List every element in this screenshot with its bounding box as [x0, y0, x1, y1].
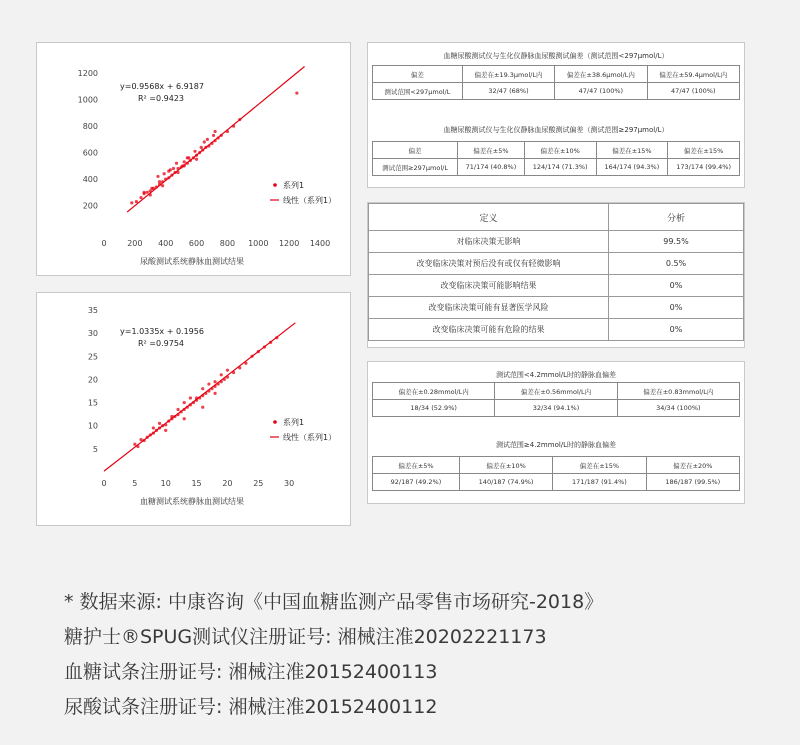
x-axis-label: 血糖测试系统静脉血测试结果 [140, 497, 244, 506]
table-cell: 186/187 (99.5%) [646, 474, 739, 491]
x-tick-label: 0 [101, 239, 107, 248]
uric-acid-deviation-table-panel [367, 42, 745, 188]
data-point [213, 380, 216, 383]
table-cell: 0.5% [609, 253, 744, 275]
regression-equation: y=1.0335x + 0.1956 [120, 327, 204, 336]
table-header: 定义 [369, 204, 609, 231]
table-cell: 32/34 (94.1%) [495, 400, 617, 417]
table-row [369, 275, 744, 297]
y-tick-label: 25 [87, 352, 98, 362]
table-cell: 偏差在±5% [373, 457, 460, 474]
table-cell: 偏差 [373, 142, 458, 159]
data-point [206, 138, 209, 141]
data-point [203, 140, 206, 143]
data-point [207, 382, 210, 385]
uric-acid-scatter-chart [37, 43, 350, 275]
data-point [167, 170, 170, 173]
data-point [143, 191, 146, 194]
table-cell: 34/34 (100%) [617, 400, 739, 417]
table1-caption-a: 血糖尿酸测试仪与生化仪静脉血尿酸测试偏差（测试范围<297μmol/L） [443, 52, 669, 60]
y-tick-label: 400 [82, 175, 98, 185]
table1-b [372, 141, 740, 176]
r-squared-label: R² =0.9754 [138, 339, 185, 348]
table3-a [372, 382, 740, 417]
table-cell: 47/47 (100%) [555, 83, 647, 100]
uric-acid-strip-registration-note: 尿酸试条注册证号: 湘械注准20152400112 [64, 696, 438, 718]
table-cell: 0% [609, 275, 744, 297]
table-cell: 173/174 (99.4%) [668, 159, 740, 176]
x-tick-label: 600 [188, 239, 205, 248]
trend-line [104, 323, 295, 471]
legend-point-marker [273, 420, 277, 424]
data-point [150, 187, 153, 190]
glucose-strip-registration-note: 血糖试条注册证号: 湘械注准20152400113 [64, 661, 438, 683]
data-point [158, 422, 161, 425]
table-cell: 偏差 [373, 66, 463, 83]
y-tick-label: 800 [82, 122, 98, 132]
data-point [183, 160, 186, 163]
table-cell: 124/174 (71.3%) [524, 159, 596, 176]
table3-caption-a: 测试范围<4.2mmol/L时的静脉血偏差 [495, 371, 617, 379]
table-cell: 偏差在±5% [458, 142, 525, 159]
table-cell: 偏差在±19.3μmol/L内 [462, 66, 554, 83]
legend-label: 线性（系列1） [283, 196, 337, 205]
table3-caption-b: 测试范围≥4.2mmol/L时的静脉血偏差 [495, 441, 617, 449]
table-cell: 0% [609, 297, 744, 319]
data-point [200, 146, 203, 149]
table-cell: 偏差在±15% [596, 142, 668, 159]
legend-label: 系列1 [283, 418, 305, 427]
clinical-impact-table-panel [367, 202, 745, 348]
data-point [176, 408, 179, 411]
x-tick-label: 200 [127, 239, 143, 248]
data-point [220, 373, 223, 376]
data-point [213, 392, 216, 395]
table-cell: 18/34 (52.9%) [373, 400, 495, 417]
table-cell: 偏差在±0.56mmol/L内 [495, 383, 617, 400]
x-tick-label: 1000 [248, 239, 269, 248]
table-cell: 99.5% [609, 231, 744, 253]
table-row [369, 319, 744, 341]
data-point [133, 443, 136, 446]
data-point [213, 130, 216, 133]
table-cell: 偏差在±59.4μmol/L内 [647, 66, 739, 83]
table-cell: 92/187 (49.2%) [373, 474, 460, 491]
table-cell: 改变临床决策对预后没有或仅有轻微影响 [369, 253, 609, 275]
data-point [175, 162, 178, 165]
table-cell: 32/47 (68%) [462, 83, 554, 100]
data-point [152, 426, 155, 429]
table-cell: 偏差在±0.28mmol/L内 [373, 383, 495, 400]
data-point [212, 134, 215, 137]
clinical-impact-table [368, 203, 744, 341]
table-cell: 改变临床决策可能有危险的结果 [369, 319, 609, 341]
table-cell: 偏差在±15% [553, 457, 646, 474]
data-point [164, 429, 167, 432]
table-cell: 47/47 (100%) [647, 83, 739, 100]
x-tick-label: 0 [101, 479, 107, 488]
table-row [369, 253, 744, 275]
y-tick-label: 200 [82, 201, 98, 211]
x-tick-label: 25 [253, 479, 264, 488]
y-tick-label: 20 [87, 375, 98, 385]
y-tick-label: 5 [92, 444, 98, 454]
table-cell: 164/174 (94.3%) [596, 159, 668, 176]
x-tick-label: 400 [158, 239, 174, 248]
r-squared-label: R² =0.9423 [138, 94, 185, 103]
table-cell: 偏差在±10% [459, 457, 552, 474]
y-tick-label: 35 [87, 306, 98, 315]
uric-acid-chart-panel [36, 42, 351, 276]
data-point [195, 158, 198, 161]
table-cell: 140/187 (74.9%) [459, 474, 552, 491]
table3-b [372, 456, 740, 491]
y-tick-label: 1200 [77, 69, 98, 79]
table-cell: 偏差在±10% [524, 142, 596, 159]
glucose-chart-panel [36, 292, 351, 526]
table-cell: 对临床决策无影响 [369, 231, 609, 253]
x-tick-label: 1200 [278, 239, 300, 248]
data-point [226, 369, 229, 372]
table-row [369, 231, 744, 253]
table-cell: 测试范围≥297μmol/L [373, 159, 458, 176]
data-point [183, 417, 186, 420]
x-tick-label: 30 [284, 479, 295, 488]
legend-point-marker [273, 183, 277, 187]
y-tick-label: 15 [87, 398, 98, 408]
data-point [146, 191, 149, 194]
table-cell: 偏差在±38.6μmol/L内 [555, 66, 647, 83]
regression-equation: y=0.9568x + 6.9187 [120, 82, 204, 91]
table-header: 分析 [609, 204, 744, 231]
data-point [158, 180, 161, 183]
data-point [139, 196, 142, 199]
table-cell: 偏差在±0.83mmol/L内 [617, 383, 739, 400]
table1-caption-b: 血糖尿酸测试仪与生化仪静脉血尿酸测试偏差（测试范围≥297μmol/L） [443, 126, 669, 134]
table-cell: 171/187 (91.4%) [553, 474, 646, 491]
table1-a [372, 65, 740, 100]
data-point [135, 200, 138, 203]
x-tick-label: 800 [219, 239, 236, 248]
footnotes [64, 585, 603, 725]
data-point [139, 438, 142, 441]
legend-label: 线性（系列1） [283, 433, 337, 442]
y-tick-label: 10 [87, 421, 98, 431]
legend-label: 系列1 [283, 181, 305, 190]
table-cell: 71/174 (40.8%) [458, 159, 525, 176]
table-cell: 改变临床决策可能有显著医学风险 [369, 297, 609, 319]
table-cell: 改变临床决策可能影响结果 [369, 275, 609, 297]
data-source-note: * 数据来源: 中康咨询《中国血糖监测产品零售市场研究-2018》 [64, 591, 604, 613]
x-axis-label: 尿酸测试系统静脉血测试结果 [140, 257, 244, 266]
table-cell: 测试范围<297μmol/L [373, 83, 463, 100]
data-point [201, 387, 204, 390]
x-tick-label: 15 [191, 479, 202, 488]
y-tick-label: 1000 [77, 95, 98, 105]
x-tick-label: 10 [160, 479, 171, 488]
glucose-deviation-table-panel [367, 361, 745, 504]
table-cell: 0% [609, 319, 744, 341]
data-point [201, 406, 204, 409]
y-tick-label: 600 [82, 148, 98, 158]
data-point [156, 175, 159, 178]
data-point [295, 91, 298, 94]
table-cell: 偏差在±20% [646, 457, 739, 474]
data-point [172, 167, 175, 170]
data-point [163, 172, 166, 175]
data-point [189, 396, 192, 399]
x-tick-label: 1400 [309, 239, 331, 248]
glucose-scatter-chart [37, 293, 350, 525]
data-point [183, 401, 186, 404]
table-cell: 偏差在±15% [668, 142, 740, 159]
table-row [369, 297, 744, 319]
data-point [130, 201, 133, 204]
x-tick-label: 20 [222, 479, 233, 488]
x-tick-label: 5 [132, 479, 138, 488]
device-registration-note: 糖护士®SPUG测试仪注册证号: 湘械注准20202221173 [64, 626, 547, 648]
data-point [186, 156, 189, 159]
data-point [193, 150, 196, 153]
y-tick-label: 30 [87, 329, 98, 339]
